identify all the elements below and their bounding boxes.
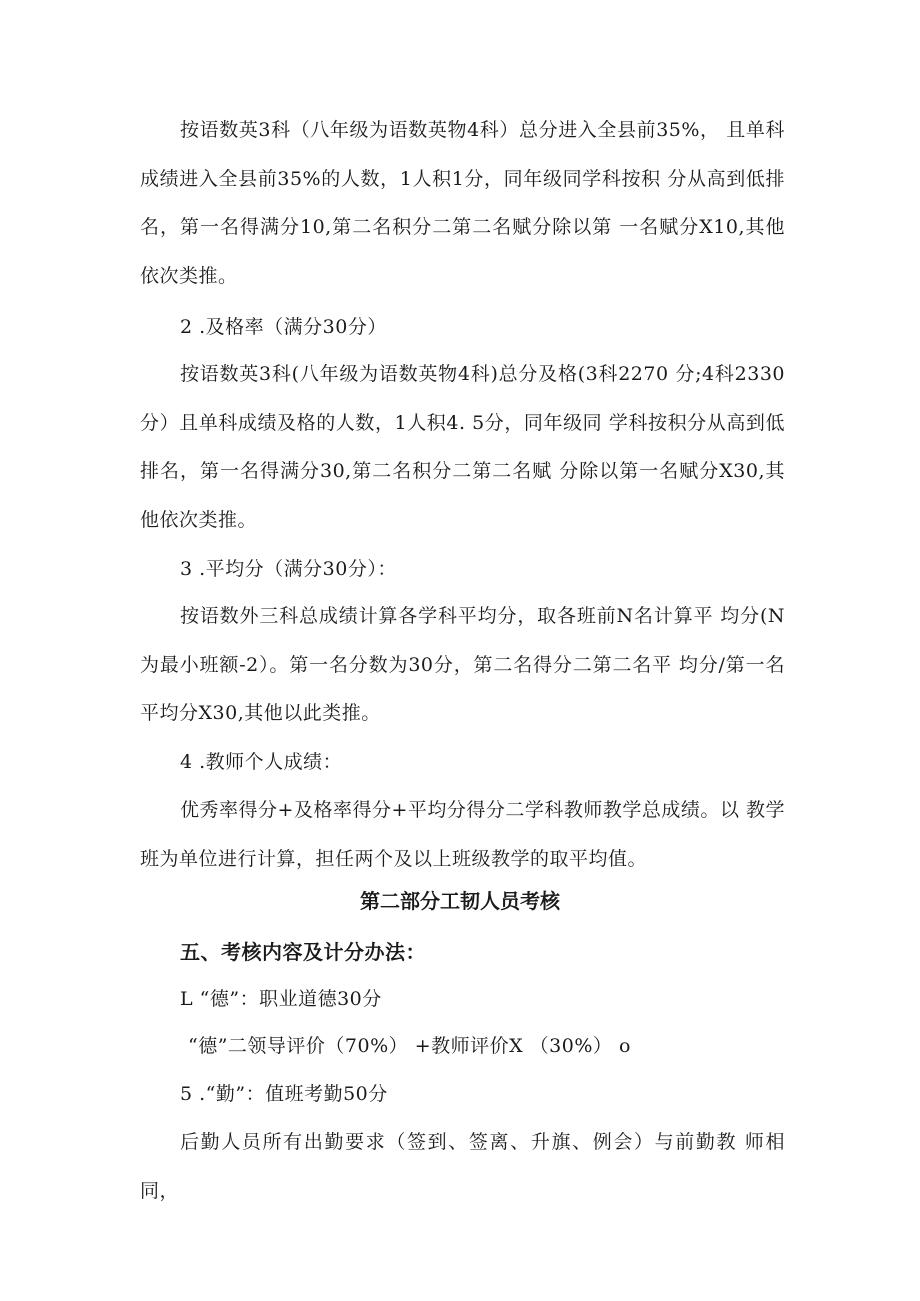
heading-pass-rate: 2 .及格率（满分30分） bbox=[180, 316, 387, 338]
paragraph-attendance: 后勤人员所有出勤要求（签到、签离、升旗、例会）与前勤教 师相同， bbox=[140, 1131, 785, 1202]
heading-average-score: 3 .平均分（满分30分）： bbox=[180, 558, 397, 580]
paragraph-average-score: 按语数外三科总成绩计算各学科平均分，取各班前N名计算平 均分(N为最小班额-2）。第一名分数为30分，第二名得分二第二名平 均分/第一名平均分X30,其他以此类推。 bbox=[140, 605, 785, 724]
paragraph-excellence-rate: 按语数英3科（八年级为语数英物4科）总分进入全县前35%， 且单科成绩进入全县前35%的人数，1人积1分，同年级同学科按积 分从高到低排名，第一名得满分10,第二名积分二第二名赋分除以第 一名赋分X10,其他依次类推。 bbox=[140, 119, 785, 287]
heading-assessment-content: 五、考核内容及计分办法： bbox=[180, 940, 426, 964]
paragraph-teacher-score: 优秀率得分+及格率得分+平均分得分二学科教师教学总成绩。以 教学班为单位进行计算，担任两个及以上班级教学的取平均值。 bbox=[140, 799, 785, 870]
section-title: 第二部分工韧人员考核 bbox=[360, 889, 560, 913]
item-ethics: L “德”：职业道德30分 bbox=[180, 988, 382, 1010]
paragraph-pass-rate: 按语数英3科(八年级为语数英物4科)总分及格(3科2270 分;4科2330分）且单科成绩及格的人数，1人积4. 5分，同年级同 学科按积分从高到低排名，第一名得满分30,第二名积分二第二名赋 分除以第一名赋分X30,其他依次类推。 bbox=[140, 363, 785, 531]
ethics-formula: “德”二领导评价（70%） +教师评价X （30%） o bbox=[188, 1035, 631, 1057]
heading-teacher-score: 4 .教师个人成绩： bbox=[180, 751, 343, 773]
item-attendance: 5 .“勤”：值班考勤50分 bbox=[180, 1083, 388, 1105]
